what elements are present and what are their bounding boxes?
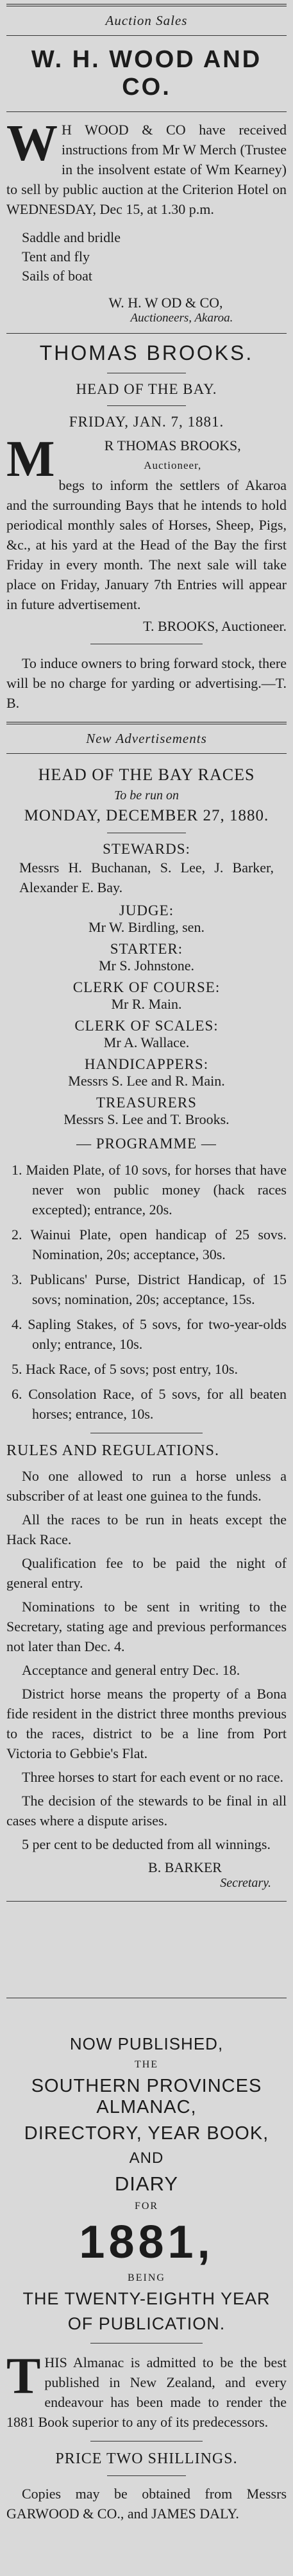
races-title: HEAD OF THE BAY RACES <box>38 765 255 784</box>
almanac-and: AND <box>129 2149 164 2167</box>
almanac-dropcap: T <box>6 2348 41 2404</box>
rule-item: Three horses to start for each event or no race. <box>22 1769 284 1785</box>
programme-list <box>6 1160 287 1424</box>
top-rule <box>6 4 287 6</box>
stewards-label: STEWARDS: <box>103 841 190 857</box>
starter-value: Mr S. Johnstone. <box>98 958 195 974</box>
clerk-scales-label: CLERK OF SCALES: <box>74 1018 219 1034</box>
brooks-dropcap: M <box>6 431 55 487</box>
rule-item: Acceptance and general entry Dec. 18. <box>22 1662 240 1678</box>
judge-label: JUDGE: <box>119 902 174 918</box>
treasurers-label: TREASURERS <box>96 1095 197 1111</box>
races-subtitle: To be run on <box>114 788 179 803</box>
almanac-copies: Copies may be obtained from Messrs GARWOOD & CO., and JAMES DALY. <box>6 2486 287 2522</box>
brooks-intro-role: Auctioneer, <box>144 459 202 471</box>
rule-item: The decision of the stewards to be final in all cases where a dispute arises. <box>6 1793 287 1829</box>
brooks-date: FRIDAY, JAN. 7, 1881. <box>69 414 224 430</box>
brooks-heading: THOMAS BROOKS. <box>39 341 254 364</box>
divider <box>6 753 287 754</box>
rules-title: RULES AND REGULATIONS. <box>6 1442 220 1459</box>
rule-item: District horse means the property of a Bona fide resident in the district three months previous to the races, district to be a line from Port Victoria to Gebbie's Flat. <box>6 1686 287 1761</box>
brooks-body-text: begs to inform the settlers of Akaroa and the surrounding Bays that he intends to hold periodical monthly sales of Horses, Sheep, Pigs, &c., at his yard at the Head of the Bay the first Friday in every month. The next sale will take place on Friday, January 7th Entries will appear in future advertisement. <box>6 477 287 612</box>
rule-item: No one allowed to run a horse unless a subscriber of at least one guinea to the funds. <box>6 1468 287 1504</box>
rule-item: 5 per cent to be deducted from all winnings. <box>22 1836 271 1852</box>
divider <box>6 111 287 112</box>
programme-item: 2. Wainui Plate, open handicap of 25 sovs. Nomination, 20s; acceptance, 30s. <box>12 1227 287 1262</box>
divider <box>6 722 287 724</box>
almanac-diary: DIARY <box>114 2172 179 2195</box>
rule-item: All the races to be run in heats except the Hack Race. <box>6 1512 287 1547</box>
new-ads-section-title: New Advertisements <box>86 731 207 746</box>
rule-item: Qualification fee to be paid the night of general entry. <box>6 1555 287 1591</box>
brooks-note: To induce owners to bring forward stock, there will be no charge for yarding or advertising.—T. B. <box>6 655 287 711</box>
almanac-edition: THE TWENTY-EIGHTH YEAR <box>22 2289 271 2308</box>
auction-body-text: H WOOD & CO have received instructions from Mr W Merch (Trustee in the insolvent estate of Wm Kearney) to sell by public auction at the Criterion Hotel on WEDNESDAY, Dec 15, at 1.30 p.m. <box>6 122 287 217</box>
short-rule <box>107 2475 185 2476</box>
almanac-now: NOW PUBLISHED, <box>69 2034 224 2053</box>
almanac-body <box>6 2348 287 2432</box>
programme-item: 6. Consolation Race, of 5 sovs, for all beaten horses; entrance, 10s. <box>12 1386 287 1422</box>
races-signature-role: Secretary. <box>220 1876 271 1890</box>
auction-items <box>22 228 287 286</box>
almanac-line2: DIRECTORY, YEAR BOOK, <box>24 2123 269 2144</box>
almanac-year: 1881, <box>79 2217 214 2268</box>
short-rule <box>90 2343 203 2344</box>
auction-section-title: Auction Sales <box>105 13 188 28</box>
clerk-course-label: CLERK OF COURSE: <box>72 979 221 995</box>
almanac-for: FOR <box>134 2201 159 2212</box>
races-date: MONDAY, DECEMBER 27, 1880. <box>24 807 269 824</box>
rule-item: Nominations to be sent in writing to the Secretary, stating age and previous performances not later than Dec. 4. <box>6 1599 287 1654</box>
programme-item: 5. Hack Race, of 5 sovs; post entry, 10s. <box>12 1361 238 1377</box>
almanac-name: SOUTHERN PROVINCES ALMANAC, <box>31 2076 262 2117</box>
divider <box>6 333 287 334</box>
auction-body <box>6 115 287 219</box>
almanac-body-text: HIS Almanac is admitted to be the best published in New Zealand, and every endeavour has been made to render the 1881 Book superior to any of its predecessors. <box>6 2354 287 2430</box>
starter-label: STARTER: <box>110 941 183 957</box>
judge-value: Mr W. Birdling, sen. <box>88 919 205 935</box>
auction-dropcap: W <box>6 115 58 172</box>
brooks-signature: T. BROOKS, Auctioneer. <box>143 618 287 634</box>
auction-signature-role: Auctioneers, Akaroa. <box>130 311 233 325</box>
brooks-intro-name: R THOMAS BROOKS, <box>104 437 241 453</box>
short-rule <box>107 405 185 406</box>
almanac-the: THE <box>134 2059 159 2070</box>
auction-item: Sails of boat <box>22 268 92 284</box>
auction-item: Saddle and bridle <box>22 229 121 245</box>
almanac-price: PRICE TWO SHILLINGS. <box>55 2450 238 2467</box>
programme-item: 3. Publicans' Purse, District Handicap, of 15 sovs; nomination, 20s; acceptance, 15s. <box>12 1271 287 1307</box>
spacer <box>6 1902 287 1998</box>
brooks-body <box>6 431 287 614</box>
divider <box>6 35 287 36</box>
treasurers-value: Messrs S. Lee and T. Brooks. <box>63 1111 230 1127</box>
clerk-scales-value: Mr A. Wallace. <box>103 1034 190 1050</box>
clerk-course-value: Mr R. Main. <box>111 996 182 1012</box>
handicappers-label: HANDICAPPERS: <box>84 1056 209 1072</box>
handicappers-value: Messrs S. Lee and R. Main. <box>68 1073 225 1089</box>
auction-item: Tent and fly <box>22 249 90 265</box>
programme-item: 1. Maiden Plate, of 10 sovs, for horses that have never won public money (hack races excepted); entrance, 20s. <box>12 1162 287 1218</box>
almanac-of-pub: OF PUBLICATION. <box>67 2314 226 2333</box>
programme-label: — PROGRAMME — <box>76 1136 217 1152</box>
races-signature: B. BARKER <box>148 1859 222 1875</box>
stewards-value: Messrs H. Buchanan, S. Lee, J. Barker, Alexander E. Bay. <box>19 860 274 895</box>
programme-item: 4. Sapling Stakes, of 5 sovs, for two-year-olds only; entrance, 10s. <box>12 1316 287 1352</box>
rules-list <box>6 1466 287 1854</box>
brooks-location: HEAD OF THE BAY. <box>76 381 217 397</box>
auction-signature: W. H. W OD & CO, <box>108 295 223 311</box>
almanac-being: BEING <box>128 2272 165 2283</box>
auction-heading: W. H. WOOD AND CO. <box>31 46 262 101</box>
